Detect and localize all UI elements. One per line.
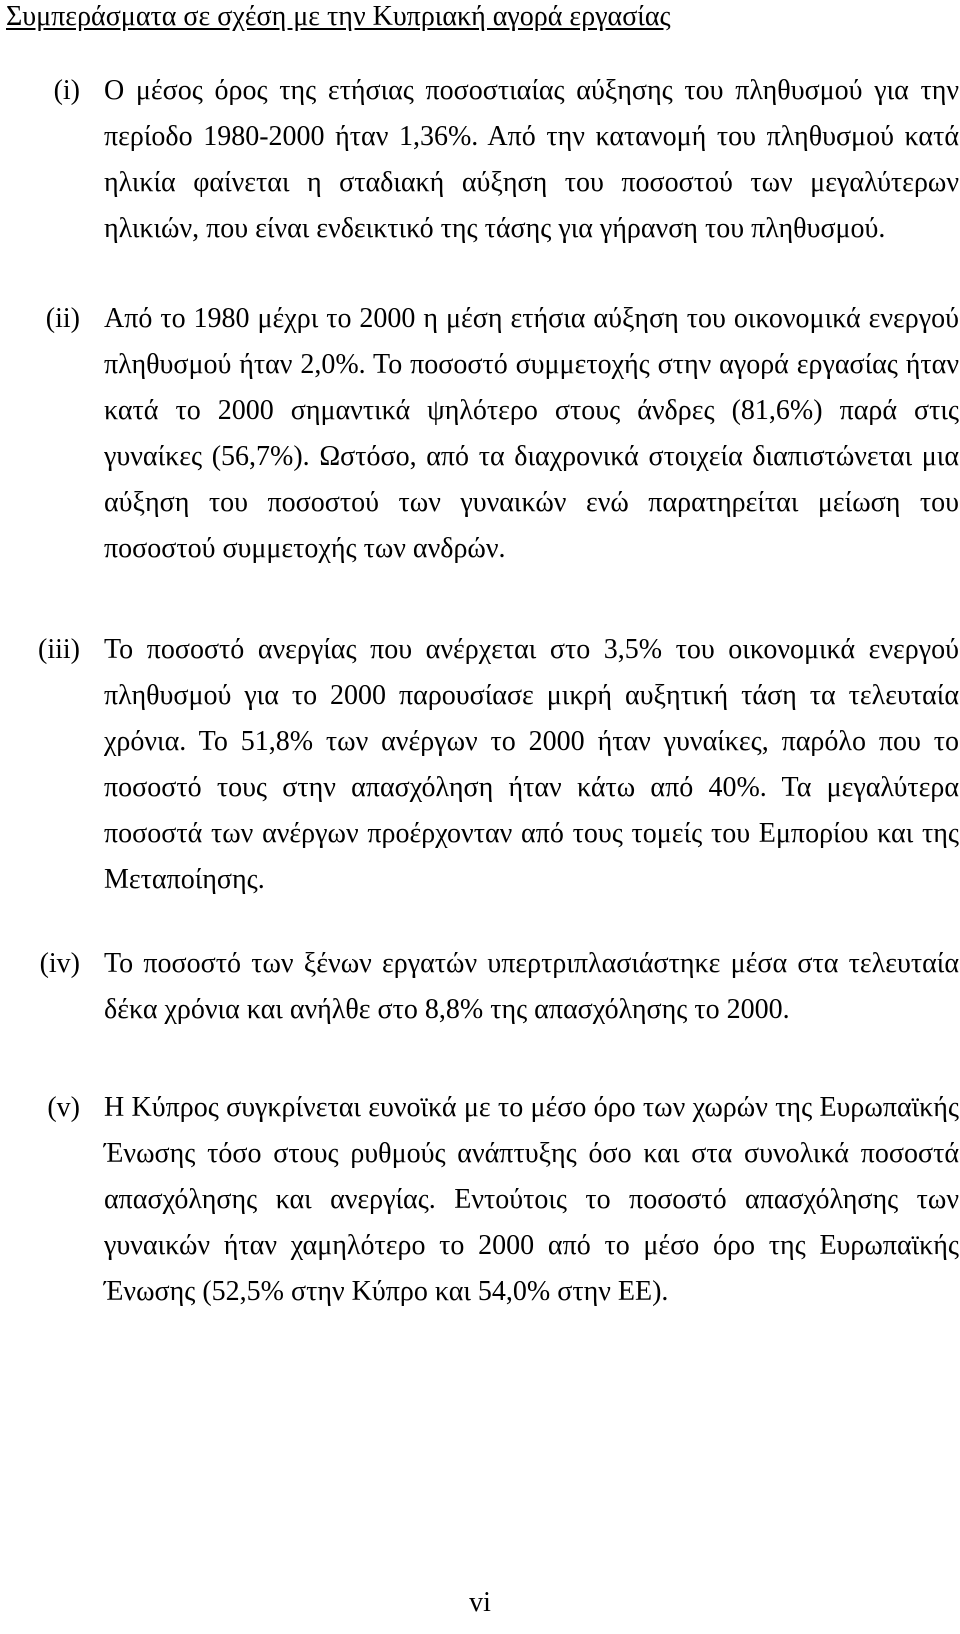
page-number: vi [469, 1587, 491, 1618]
item-marker: (v) [47, 1092, 80, 1123]
item-text: Ο μέσος όρος της ετήσιας ποσοστιαίας αύξησης του πληθυσμού για την περίοδο 1980-2000 ήταν 1,36%. Από την κατανομή του πληθυσμού κατά ηλικία φαίνεται η σταδιακή αύξηση του ποσοστού των μεγαλύτερων ηλικιών, που είναι ενδεικτικό της τάσης για γήρανση του πληθυσμού. [104, 75, 959, 244]
item-text: Το ποσοστό των ξένων εργατών υπερτριπλασιάστηκε μέσα στα τελευταία δέκα χρόνια και ανήλθε στο 8,8% της απασχόλησης το 2000. [104, 948, 959, 1025]
item-text: Από το 1980 μέχρι το 2000 η μέση ετήσια αύξηση του οικονομικά ενεργού πληθυσμού ήταν 2,0%. Το ποσοστό συμμετοχής στην αγορά εργασίας ήταν κατά το 2000 σημαντικά ψηλότερο στους άνδρες (81,6%) παρά στις γυναίκες (56,7%). Ωστόσο, από τα διαχρονικά στοιχεία διαπιστώνεται μια αύξηση του ποσοστού των γυναικών ενώ παρατηρείται μείωση του ποσοστού συμμετοχής των ανδρών. [104, 303, 959, 564]
item-marker: (ii) [45, 303, 80, 334]
section-heading: Συμπεράσματα σε σχέση με την Κυπριακή αγορά εργασίας [6, 1, 671, 32]
item-marker: (i) [53, 75, 80, 106]
item-marker: (iv) [39, 948, 80, 979]
item-text: Το ποσοστό ανεργίας που ανέρχεται στο 3,5% του οικονομικά ενεργού πληθυσμού για το 2000 παρουσίασε μικρή αυξητική τάση τα τελευταία χρόνια. Το 51,8% των ανέργων το 2000 ήταν γυναίκες, παρόλο που το ποσοστό τους στην απασχόληση ήταν κάτω από 40%. Τα μεγαλύτερα ποσοστά των ανέργων προέρχονταν από τους τομείς του Εμπορίου και της Μεταποίησης. [104, 634, 959, 895]
item-text: Η Κύπρος συγκρίνεται ευνοϊκά με το μέσο όρο των χωρών της Ευρωπαϊκής Ένωσης τόσο στους ρυθμούς ανάπτυξης όσο και στα συνολικά ποσοστά απασχόλησης και ανεργίας. Εντούτοις το ποσοστό απασχόλησης των γυναικών ήταν χαμηλότερο το 2000 από το μέσο όρο της Ευρωπαϊκής Ένωσης (52,5% στην Κύπρο και 54,0% στην ΕΕ). [104, 1092, 959, 1307]
item-marker: (iii) [38, 634, 80, 665]
